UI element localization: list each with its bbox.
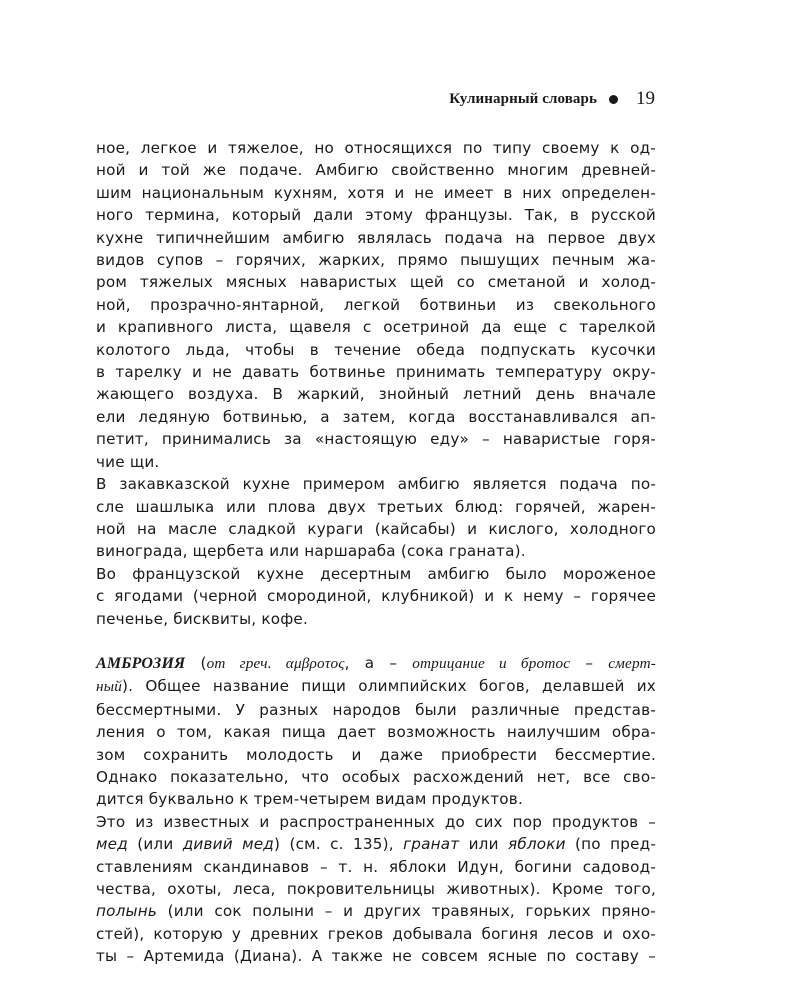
text-line: в тарелку и не давать ботвинье принимать температуру окру- xyxy=(96,363,656,382)
text-fragment: , а – xyxy=(344,653,413,672)
text-line: шим национальным кухням, хотя и не имеет в них определен- xyxy=(96,183,656,202)
text-line: ления о том, какая пища дает возможность наилучшим обра- xyxy=(96,723,656,742)
term-honey: мед xyxy=(96,835,128,854)
entry-spacer xyxy=(96,630,656,652)
paragraph-french xyxy=(96,563,656,630)
text-line: ной и той же подаче. Амбигю свойственно многим древней- xyxy=(96,161,656,180)
text-fragment: (или сок полыни – и других травяных, горьких пряно- xyxy=(157,902,656,921)
text-line: петит, принимались за «настоящую еду» – наваристые горя- xyxy=(96,430,656,449)
text-line xyxy=(96,675,656,698)
term-apples: яблоки xyxy=(507,835,566,854)
running-header xyxy=(449,88,655,110)
text-line: дится буквально к трем-четырем видам продуктов. xyxy=(96,790,523,809)
text-line: кухне типичнейшим амбигю являлась подача на первое двух xyxy=(96,228,656,247)
text-line: сле шашлыка или плова двух третьих блюд: горячей, жарен- xyxy=(96,497,656,516)
paragraph-ambigu-continuation xyxy=(96,137,656,473)
etymology-brotos: бротос xyxy=(520,654,571,672)
text-line xyxy=(96,900,656,922)
text-fragment: ( xyxy=(185,653,207,672)
greek-word: αμβροτος xyxy=(271,654,345,672)
text-fragment: или xyxy=(459,835,508,854)
text-line: с ягодами (черной смородиной, клубникой) и к нему – горячее xyxy=(96,587,656,606)
text-line: стей), которую у древних греков добывала богиня лесов и охо- xyxy=(96,924,656,943)
dictionary-entry-ambrosia xyxy=(96,652,656,811)
text-line: ром тяжелых мясных наваристых щей со сметаной и холод- xyxy=(96,273,656,292)
text-line: винограда, щербета или наршараба (сока граната). xyxy=(96,542,526,561)
text-line: колотого льда, чтобы в течение обеда подпускать кусочки xyxy=(96,340,656,359)
paragraph-products xyxy=(96,811,656,968)
text-line: Во французской кухне десертным амбигю было мороженое xyxy=(96,564,656,583)
page-number: 19 xyxy=(636,88,655,109)
text-fragment: ) (см. с. 135), xyxy=(274,835,404,854)
text-line: ного термина, который дали этому французы. Так, в русской xyxy=(96,206,656,225)
text-fragment: – xyxy=(570,653,609,672)
term-wild-honey: дивий мед xyxy=(182,835,274,854)
text-fragment: (по пред- xyxy=(565,835,657,854)
text-line: видов супов – горячих, жарких, прямо пышущих печным жа- xyxy=(96,251,656,270)
term-pomegranate: гранат xyxy=(403,835,460,854)
text-line: ное, легкое и тяжелое, но относящихся по типу своему к од- xyxy=(96,139,656,157)
text-line: ной, прозрачно-янтарной, легкой ботвиньи из свекольного xyxy=(96,295,656,314)
text-line: зом сохранить молодость и даже приобрести бессмертие. xyxy=(96,745,656,764)
text-line: В закавказской кухне примером амбигю является подача по- xyxy=(96,475,656,494)
text-line: ной на масле сладкой кураги (кайсабы) и кислого, холодного xyxy=(96,519,656,538)
text-line xyxy=(96,652,656,675)
running-header-title: Кулинарный словарь xyxy=(449,90,597,107)
text-line: и крапивного листа, щавеля с осетриной да еще с тарелкой xyxy=(96,318,656,337)
etymology-and: и xyxy=(485,654,521,672)
text-line: жающего воздуха. В жаркий, знойный летний день вначале xyxy=(96,385,656,404)
etymology-mortal-end: ный xyxy=(96,678,123,696)
etymology-from-greek: от греч. xyxy=(206,654,272,672)
text-line: бессмертными. У разных народов были различные представ- xyxy=(96,700,656,719)
text-line: чие щи. xyxy=(96,452,160,471)
paragraph-transcaucasian xyxy=(96,473,656,563)
text-line: печенье, бисквиты, кофе. xyxy=(96,609,308,628)
page-body xyxy=(96,137,656,968)
etymology-negation: отрицание xyxy=(412,654,485,672)
text-fragment: ). Общее название пищи олимпийских богов, делавшей их xyxy=(122,677,656,696)
text-line: Это из известных и распространенных до сих пор продуктов – xyxy=(96,812,656,831)
text-fragment: (или xyxy=(127,835,183,854)
entry-headword: АМБРОЗИЯ xyxy=(96,654,186,672)
text-line: чества, охоты, леса, покровительницы животных). Кроме того, xyxy=(96,880,656,898)
bullet-dot-icon xyxy=(609,95,618,104)
text-line: ели ледяную ботвинью, а затем, когда восстанавливался ап- xyxy=(96,407,656,426)
text-line: Однако показательно, что особых расхождений нет, все сво- xyxy=(96,767,656,786)
text-line: ставлениям скандинавов – т. н. яблоки Идун, богини садовод- xyxy=(96,857,656,876)
term-wormwood: полынь xyxy=(96,902,158,921)
text-line xyxy=(96,833,656,855)
text-line: ты – Артемида (Диана). А также не совсем ясные по составу – xyxy=(96,947,656,966)
etymology-mortal: смерт- xyxy=(608,654,657,672)
